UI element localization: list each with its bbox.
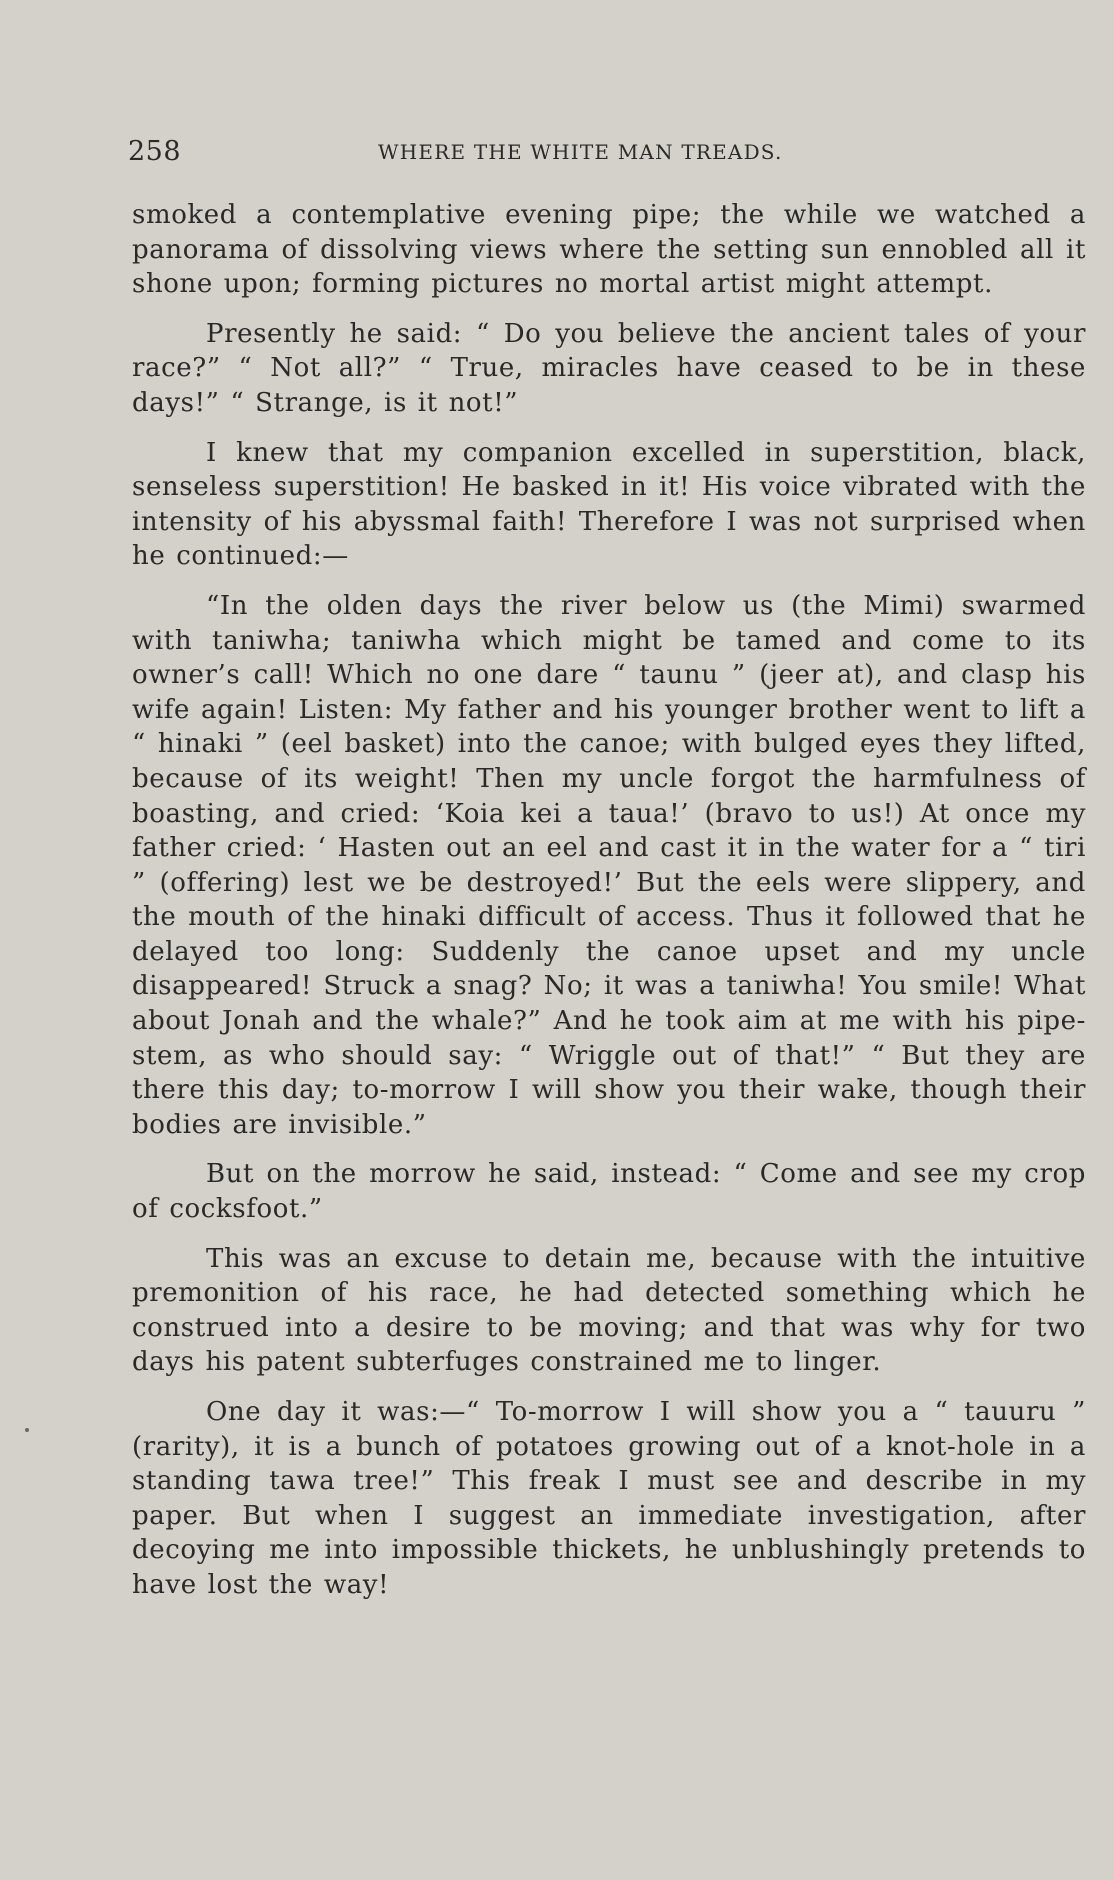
- body-text: [132, 198, 1086, 1618]
- paragraph-7: One day it was:—“ To-morrow I will show you a “ tauuru ” (rarity), it is a bunch of potatoes growing out of a knot-hole in a standing tawa tree!” This freak I must see and describe in my paper. But when I suggest an immediate investigation, after decoying me into impossible thickets, he unblushingly pretends to have lost the way!: [132, 1397, 1086, 1600]
- page-number: 258: [128, 136, 182, 167]
- page-header: [128, 136, 1088, 172]
- paragraph-1: smoked a contemplative evening pipe; the while we watched a panorama of dissolving views where the setting sun ennobled all it shone upon; forming pictures no mortal artist might attempt.: [132, 200, 1086, 300]
- running-title: WHERE THE WHITE MAN TREADS.: [378, 140, 783, 164]
- paragraph-4: “In the olden days the river below us (the Mimi) swarmed with taniwha; taniwha which might be tamed and come to its owner’s call! Which no one dare “ taunu ” (jeer at), and clasp his wife again! Listen: My father and his younger brother went to lift a “ hinaki ” (eel basket) into the canoe; with bulged eyes they lifted, because of its weight! Then my uncle forgot the harmfulness of boasting, and cried: ‘Koia kei a taua!’ (bravo to us!) At once my father cried: ‘ Hasten out an eel and cast it in the water for a “ tiri ” (offering) lest we be destroyed!’ But the eels were slippery, and the mouth of the hinaki difficult of access. Thus it followed that he delayed too long: Suddenly the canoe upset and my uncle disappeared! Struck a snag? No; it was a taniwha! You smile! What about Jonah and the whale?” And he took aim at me with his pipe-stem, as who should say: “ Wriggle out of that!” “ But they are there this day; to-morrow I will show you their wake, though their bodies are invisible.”: [132, 590, 1086, 1140]
- paragraph-2: Presently he said: “ Do you believe the ancient tales of your race?” “ Not all?” “ True, miracles have ceased to be in these days!” “ Strange, is it not!”: [132, 318, 1086, 418]
- paragraph-6: This was an excuse to detain me, because with the intuitive premonition of his race, he had detected something which he construed into a desire to be moving; and that was why for two days his patent subterfuges constrained me to linger.: [132, 1243, 1086, 1378]
- paper-speck: [25, 1428, 29, 1432]
- paragraph-5: But on the morrow he said, instead: “ Come and see my crop of cocksfoot.”: [132, 1159, 1086, 1225]
- paragraph-3: I knew that my companion excelled in superstition, black, senseless superstition! He basked in it! His voice vibrated with the intensity of his abyssmal faith! Therefore I was not surprised when he continued:—: [132, 437, 1086, 572]
